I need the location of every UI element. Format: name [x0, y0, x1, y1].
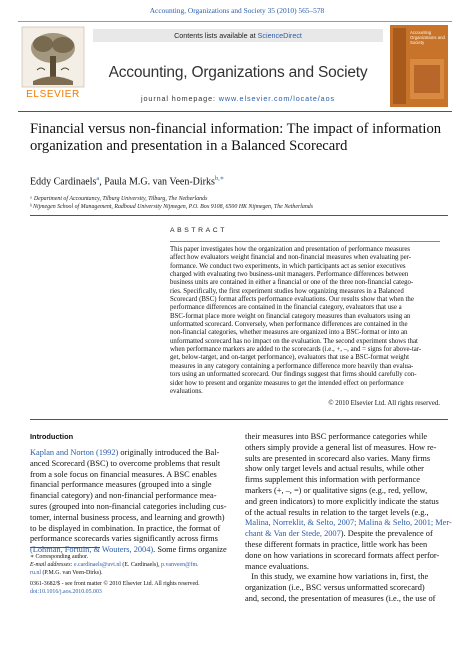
elsevier-tree-icon	[21, 26, 85, 88]
body-text: organization (i.e., BSC versus unformatted scorecard)	[245, 583, 425, 593]
author-affiliation-marker[interactable]: b,∗	[214, 175, 225, 182]
abstract-line: BSC-format place more weight on financial category measures than evaluators using an	[170, 312, 411, 320]
abstract-line: non-financial categories, whether measures are organized into a BSC-format or into an	[170, 329, 408, 337]
abstract-line: unformatted scorecard. Conversely, when performance differences are contained in the	[170, 321, 408, 329]
abstract-line: Scorecard (BSC) format affects performance evaluations. Our results show that when the	[170, 296, 414, 304]
body-line	[245, 475, 450, 486]
email-prefix: E-mail addresses:	[30, 562, 74, 568]
body-line	[30, 470, 235, 481]
citation-link[interactable]: (Lohman, Fortuin, & Wouters, 2004)	[30, 545, 154, 555]
footnote-rule	[30, 547, 100, 548]
homepage-prefix: journal homepage:	[141, 94, 219, 103]
contents-prefix: Contents lists available at	[174, 31, 258, 40]
author-separator: ,	[99, 176, 105, 188]
body-text: anced Scorecard (BSC) to overcome problems that result	[30, 458, 221, 468]
body-text: and green indicators) to more explicitly indicate the status	[245, 496, 439, 506]
abstract-line: ries. Specifically, the first experiment studies how organizing measures in a Balanced	[170, 287, 404, 295]
body-text: these different formats in practice, little work has been	[245, 539, 428, 549]
author-name: Eddy Cardinaels	[30, 176, 97, 188]
email-link[interactable]: p.vanveen@fm.	[161, 562, 199, 568]
body-line	[245, 518, 450, 529]
body-text: others simply provide a general list of measures. How re-	[245, 442, 437, 452]
section-divider	[30, 419, 448, 420]
abstract-rule	[170, 241, 440, 242]
body-line	[245, 540, 450, 551]
abstract-line: This paper investigates how the organization and presentation of performance measures	[170, 246, 411, 253]
article-title	[30, 121, 450, 155]
body-text: tomer, internal business process, and learning and growth)	[30, 512, 225, 522]
body-line	[245, 562, 450, 573]
body-text: . Some firms organize	[153, 545, 227, 555]
contents-bar	[93, 29, 383, 42]
body-line	[245, 464, 450, 475]
body-text: financial category) and non-financial performance mea-	[30, 491, 217, 501]
corresponding-author-note: ∗ Corresponding author.	[30, 554, 89, 560]
author-affiliation-marker[interactable]: a	[96, 175, 100, 182]
elsevier-logo	[21, 26, 85, 106]
abstract-line: performance differences are contained in the financial category, evaluators that use a	[170, 304, 402, 312]
body-line	[245, 443, 450, 454]
body-text: mance evaluations.	[245, 561, 309, 571]
body-line	[30, 459, 235, 470]
body-text: firms supplement this information with performance	[245, 475, 420, 485]
right-column-body	[245, 432, 450, 605]
affiliation: ᵇ Nijmegen School of Management, Radboud University Nijmegen, P.O. Box 9108, 6500 HK Nijmegen, The Netherlands	[30, 204, 314, 210]
body-line	[245, 594, 450, 605]
article-title-line: organization and presentation in a Balanced Scorecard	[30, 138, 348, 154]
doi-link[interactable]: doi:10.1016/j.aos.2010.05.003	[30, 589, 102, 595]
abstract-body	[170, 246, 440, 396]
body-line	[30, 534, 235, 545]
email-link[interactable]: ru.nl	[30, 570, 41, 576]
body-line	[30, 513, 235, 524]
body-text: and, second, the presentation of measures (i.e., the use of	[245, 593, 436, 603]
abstract-heading: ABSTRACT	[170, 227, 228, 234]
body-text: sults are presented in scorecard also varies. Many firms	[245, 453, 431, 463]
affiliations	[30, 195, 450, 211]
author-name: Paula M.G. van Veen-Dirks	[104, 176, 215, 188]
body-line	[30, 491, 235, 502]
abstract-line: sider how to present and organize measures to get the intended effect on performance	[170, 379, 404, 387]
body-text: done on how variations in scorecard formats affect perfor-	[245, 550, 440, 560]
body-text: performance scorecards varies significantly across firms	[30, 534, 218, 544]
email-link[interactable]: e.cardinaels@uvt.nl	[73, 562, 121, 568]
journal-masthead	[18, 21, 452, 112]
email-line	[30, 569, 235, 577]
citation-link[interactable]: Kaplan and Norton (1992)	[30, 448, 119, 457]
journal-cover-thumbnail	[390, 25, 448, 107]
body-line	[245, 572, 450, 583]
body-line	[30, 480, 235, 491]
journal-homepage	[93, 94, 383, 103]
cover-title: Accounting Organizations and Society	[410, 30, 445, 45]
issn-line: 0361-3682/$ - see front matter © 2010 Elsevier Ltd. All rights reserved.	[30, 581, 200, 587]
introduction-heading: Introduction	[30, 432, 74, 441]
front-matter	[30, 580, 235, 596]
abstract-line: formance. We conduct two experiments, in which participants act as senior executives	[170, 262, 406, 270]
body-line	[245, 551, 450, 562]
elsevier-wordmark: ELSEVIER	[26, 89, 80, 100]
body-text: ). Despite the prevalence of	[340, 529, 433, 539]
homepage-link[interactable]: www.elsevier.com/locate/aos	[218, 94, 335, 103]
body-text: show only target levels and actual results, while other	[245, 464, 424, 474]
abstract-line: unformatted scorecard has no impact on the evaluation. The second experiment shows that	[170, 337, 418, 345]
body-line	[245, 432, 450, 443]
body-text: markers (+, –, =) or qualitative signs (e.g., red, yellow,	[245, 485, 428, 495]
abstract-line: get, below-target, and on-target performance), evaluators that use a BSC-format weight	[170, 354, 410, 362]
abstract-line: measures in any category containing a performance difference more heavily than evalua-	[170, 362, 414, 370]
body-text: of the actual results in relation to the target levels (e.g.,	[245, 507, 429, 517]
abstract-line: charged with evaluating two business-unit managers. Performance differences between	[170, 271, 409, 279]
body-line	[30, 524, 235, 535]
copyright-notice: © 2010 Elsevier Ltd. All rights reserved.	[328, 400, 440, 407]
body-line	[245, 583, 450, 594]
sciencedirect-link[interactable]: ScienceDirect	[257, 31, 302, 40]
abstract-line: tors using an unformatted scorecard. Our findings suggest that firms should carefully con-	[170, 371, 417, 379]
running-header: Accounting, Organizations and Society 35 (2010) 565–578	[149, 6, 325, 15]
body-text: In this study, we examine how variations in, first, the	[245, 572, 429, 582]
affiliation: ᵃ Department of Accountancy, Tilburg University, Tilburg, The Netherlands	[30, 196, 208, 202]
article-title-line: Financial versus non-financial information: The impact of information	[30, 121, 442, 137]
citation-link[interactable]: chant & Van der Stede, 2007	[245, 529, 341, 539]
abstract-line: when performance markers are added to the scorecards (i.e., +, –, and = signs for above-tar-	[170, 346, 422, 354]
body-line	[245, 454, 450, 465]
body-line	[30, 502, 235, 513]
body-text: originally introduced the Bal-	[118, 448, 220, 457]
section-divider	[30, 215, 448, 216]
body-text: to be displayed in combination. In practice, the format of	[30, 523, 221, 533]
body-text: from a sole focus on financial measures. A BSC enables	[30, 469, 217, 479]
body-text: financial performance measures (grouped into a single	[30, 480, 212, 490]
journal-title: Accounting, Organizations and Society	[108, 64, 368, 81]
body-line	[245, 486, 450, 497]
email-owner: (P.M.G. van Veen-Dirks).	[40, 570, 103, 576]
body-text: sures (grouped into non-financial categories including cus-	[30, 501, 227, 511]
abstract-line: evaluations.	[170, 387, 203, 395]
body-text: their measures into BSC performance categories while	[245, 432, 428, 441]
author-list	[30, 174, 450, 187]
email-line	[30, 561, 235, 569]
abstract-line: business units are contained in either a financial or one of the three non-financial catego-	[170, 279, 414, 287]
citation-link[interactable]: Malina, Norreklit, & Selto, 2007; Malina & Selto, 2001; Mer-	[245, 518, 452, 528]
left-column-body	[30, 448, 235, 556]
abstract-line: affect how evaluators weight financial and non-financial measures when evaluating per-	[170, 254, 412, 262]
body-line	[245, 529, 450, 540]
body-line	[245, 508, 450, 519]
email-owner: (E. Cardinaels),	[120, 562, 162, 568]
body-line	[245, 497, 450, 508]
body-line	[30, 448, 235, 459]
footnotes	[30, 553, 235, 577]
